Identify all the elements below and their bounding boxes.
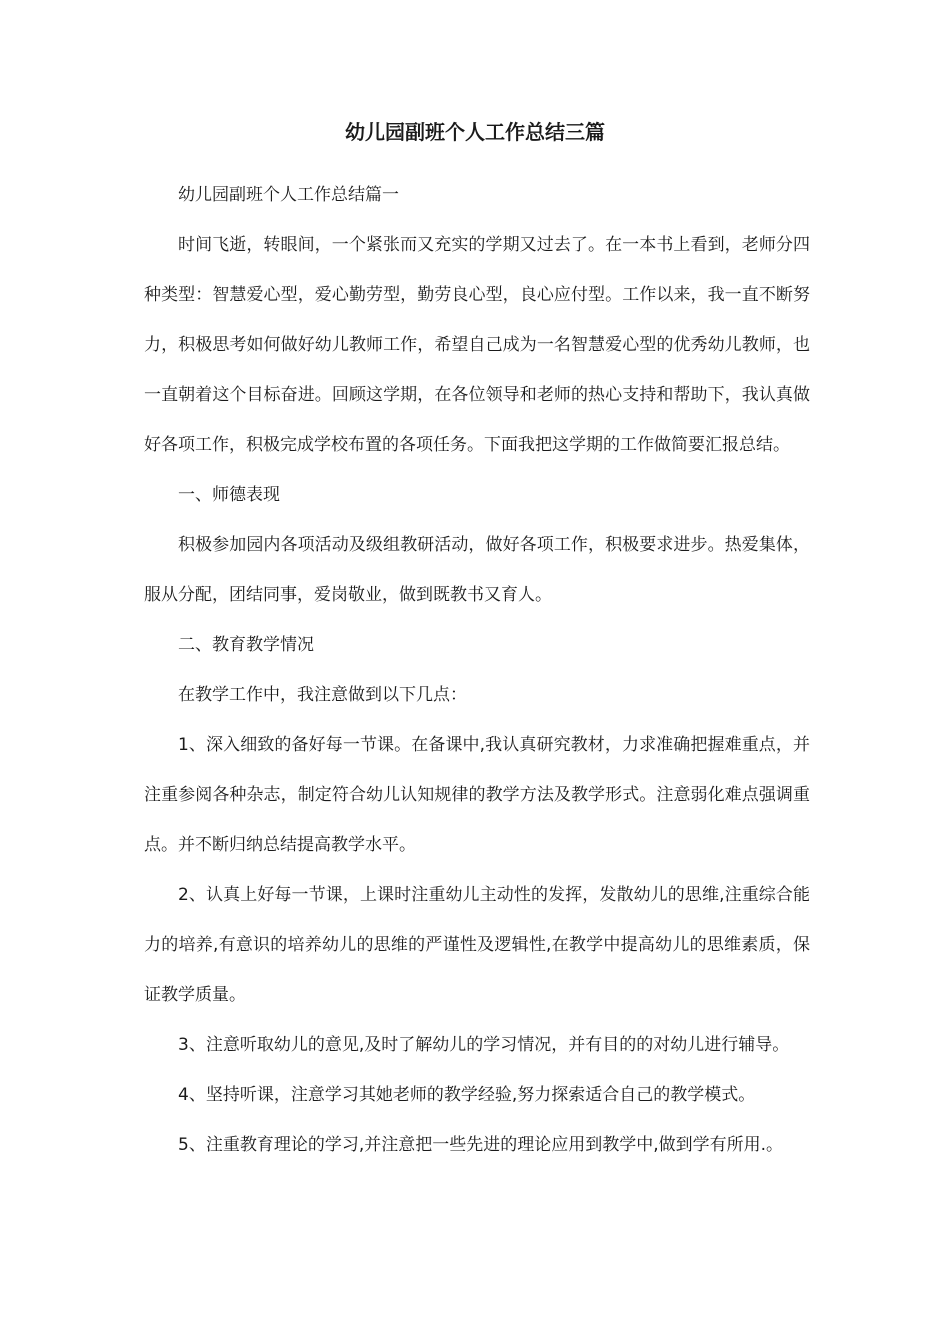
list-item: 4、坚持听课，注意学习其她老师的教学经验,努力探索适合自己的教学模式。 — [178, 1085, 756, 1105]
section-heading: 幼儿园副班个人工作总结篇一 — [178, 185, 399, 205]
paragraph: 在教学工作中，我注意做到以下几点： — [178, 685, 467, 705]
document-title: 幼儿园副班个人工作总结三篇 — [345, 120, 605, 144]
document-body — [144, 170, 810, 1170]
section-heading: 一、师德表现 — [178, 485, 280, 505]
list-item: 1、深入细致的备好每一节课。在备课中,我认真研究教材，力求准确把握难重点，并注重参阅各种杂志，制定符合幼儿认知规律的教学方法及教学形式。注意弱化难点强调重点。并不断归纳总结提高教学水平。 — [144, 735, 810, 855]
paragraph: 积极参加园内各项活动及级组教研活动，做好各项工作，积极要求进步。热爱集体，服从分配，团结同事，爱岗敬业，做到既教书又育人。 — [144, 535, 810, 605]
list-item: 3、注意听取幼儿的意见,及时了解幼儿的学习情况，并有目的的对幼儿进行辅导。 — [178, 1035, 790, 1055]
list-item: 5、注重教育理论的学习,并注意把一些先进的理论应用到教学中,做到学有所用.。 — [178, 1135, 784, 1155]
paragraph: 时间飞逝，转眼间，一个紧张而又充实的学期又过去了。在一本书上看到，老师分四种类型：智慧爱心型，爱心勤劳型，勤劳良心型，良心应付型。工作以来，我一直不断努力，积极思考如何做好幼儿教师工作，希望自己成为一名智慧爱心型的优秀幼儿教师，也一直朝着这个目标奋进。回顾这学期，在各位领导和老师的热心支持和帮助下，我认真做好各项工作，积极完成学校布置的各项任务。下面我把这学期的工作做简要汇报总结。 — [144, 235, 810, 455]
list-item: 2、认真上好每一节课，上课时注重幼儿主动性的发挥，发散幼儿的思维,注重综合能力的培养,有意识的培养幼儿的思维的严谨性及逻辑性,在教学中提高幼儿的思维素质，保证教学质量。 — [144, 885, 810, 1005]
section-heading: 二、教育教学情况 — [178, 635, 314, 655]
